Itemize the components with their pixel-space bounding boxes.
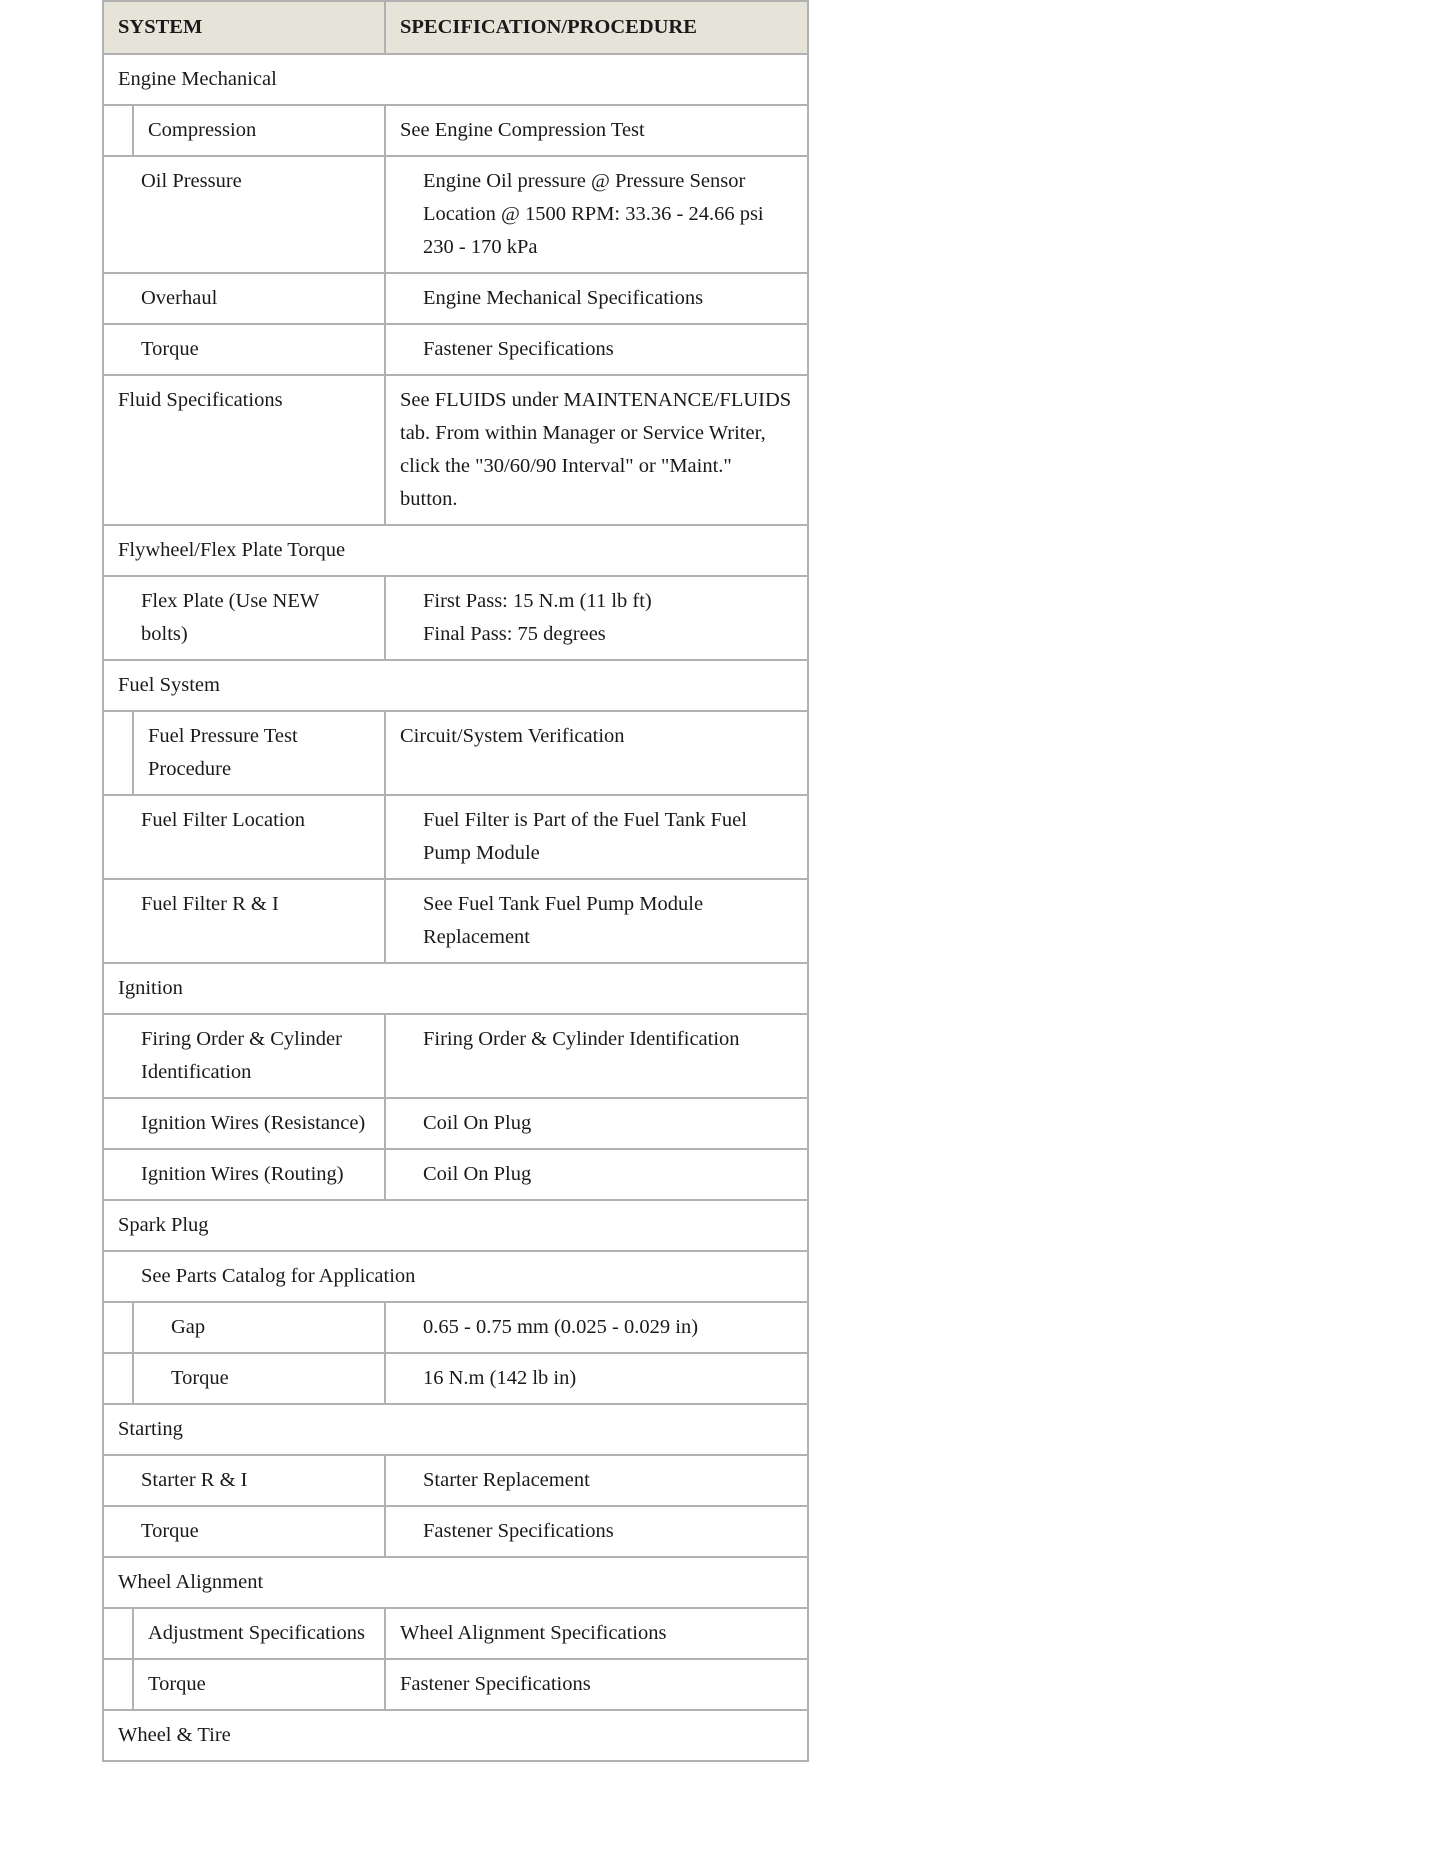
spec-body [103,54,808,1761]
table-row [103,1302,808,1353]
spec-line: Fastener Specifications [423,1520,614,1542]
section-label: Engine Mechanical [103,54,808,105]
header-row [103,1,808,54]
spec-line: See FLUIDS under MAINTENANCE/FLUIDS tab. From within Manager or Service Writer, click the "30/60/90 Interval" or "Maint." button. [400,389,792,510]
table-row [103,324,808,375]
subsection-label: See Parts Catalog for Application [103,1251,808,1302]
spec-line: Fuel Filter is Part of the Fuel Tank Fuel Pump Module [423,809,747,864]
spec-cell [385,1353,808,1404]
subsection-row [103,1251,808,1302]
system-cell: Overhaul [103,273,385,324]
spec-line: See Engine Compression Test [400,119,645,141]
system-cell: Flex Plate (Use NEW bolts) [103,576,385,660]
spec-cell [385,711,808,795]
spec-cell [385,576,808,660]
indent-cell [103,105,133,156]
spec-line: Fastener Specifications [400,1673,591,1695]
table-row [103,1506,808,1557]
header-spec: SPECIFICATION/PROCEDURE [385,1,808,54]
section-label: Flywheel/Flex Plate Torque [103,525,808,576]
table-row [103,1014,808,1098]
system-cell: Gap [133,1302,385,1353]
spec-cell [385,1098,808,1149]
system-cell: Oil Pressure [103,156,385,273]
system-cell: Fuel Pressure Test Procedure [133,711,385,795]
system-cell: Adjustment Specifications [133,1608,385,1659]
spec-line: First Pass: 15 N.m (11 lb ft) [423,590,652,612]
section-row [103,1200,808,1251]
spec-cell [385,1302,808,1353]
spec-line: Wheel Alignment Specifications [400,1622,667,1644]
section-row [103,525,808,576]
spec-line: Starter Replacement [423,1469,590,1491]
section-row [103,963,808,1014]
table-row [103,1353,808,1404]
system-cell: Compression [133,105,385,156]
section-row [103,1710,808,1761]
table-row [103,1659,808,1710]
section-label: Ignition [103,963,808,1014]
system-cell: Fuel Filter Location [103,795,385,879]
system-cell: Torque [133,1353,385,1404]
spec-cell [385,273,808,324]
spec-cell [385,879,808,963]
spec-cell [385,375,808,525]
spec-cell [385,1014,808,1098]
header-system: SYSTEM [103,1,385,54]
table-row [103,879,808,963]
table-row [103,156,808,273]
spec-cell [385,795,808,879]
section-label: Starting [103,1404,808,1455]
spec-cell [385,1659,808,1710]
section-label: Wheel Alignment [103,1557,808,1608]
section-row [103,54,808,105]
spec-line: 16 N.m (142 lb in) [423,1367,577,1389]
spec-line: Final Pass: 75 degrees [423,623,606,645]
system-cell: Ignition Wires (Routing) [103,1149,385,1200]
indent-cell [103,1353,133,1404]
table-row [103,1455,808,1506]
system-cell: Torque [103,324,385,375]
table-row [103,375,808,525]
table-row [103,576,808,660]
system-cell: Ignition Wires (Resistance) [103,1098,385,1149]
indent-cell [103,1302,133,1353]
indent-cell [103,711,133,795]
system-cell: Torque [103,1506,385,1557]
table-row [103,273,808,324]
section-row [103,1404,808,1455]
spec-cell [385,1506,808,1557]
system-cell: Firing Order & Cylinder Identification [103,1014,385,1098]
system-cell: Torque [133,1659,385,1710]
table-row [103,795,808,879]
spec-cell [385,324,808,375]
spec-table [102,0,809,1762]
section-label: Wheel & Tire [103,1710,808,1761]
spec-cell [385,1608,808,1659]
spec-line: Coil On Plug [423,1112,532,1134]
table-row [103,1149,808,1200]
table-row [103,1098,808,1149]
indent-cell [103,1659,133,1710]
indent-cell [103,1608,133,1659]
section-row [103,1557,808,1608]
table-row [103,1608,808,1659]
spec-line: 0.65 - 0.75 mm (0.025 - 0.029 in) [423,1316,699,1338]
spec-line: Firing Order & Cylinder Identification [423,1028,740,1050]
section-row [103,660,808,711]
spec-line: Engine Oil pressure @ Pressure Sensor Location @ 1500 RPM: 33.36 - 24.66 psi 230 - 170 kPa [423,170,764,258]
spec-line: Engine Mechanical Specifications [423,287,704,309]
spec-cell [385,1455,808,1506]
system-cell: Fluid Specifications [103,375,385,525]
table-row [103,711,808,795]
spec-line: Coil On Plug [423,1163,532,1185]
section-label: Fuel System [103,660,808,711]
spec-line: Fastener Specifications [423,338,614,360]
system-cell: Starter R & I [103,1455,385,1506]
section-label: Spark Plug [103,1200,808,1251]
spec-line: See Fuel Tank Fuel Pump Module Replacement [423,893,704,948]
spec-cell [385,1149,808,1200]
system-cell: Fuel Filter R & I [103,879,385,963]
table-row [103,105,808,156]
spec-cell [385,156,808,273]
spec-line: Circuit/System Verification [400,725,625,747]
spec-cell [385,105,808,156]
